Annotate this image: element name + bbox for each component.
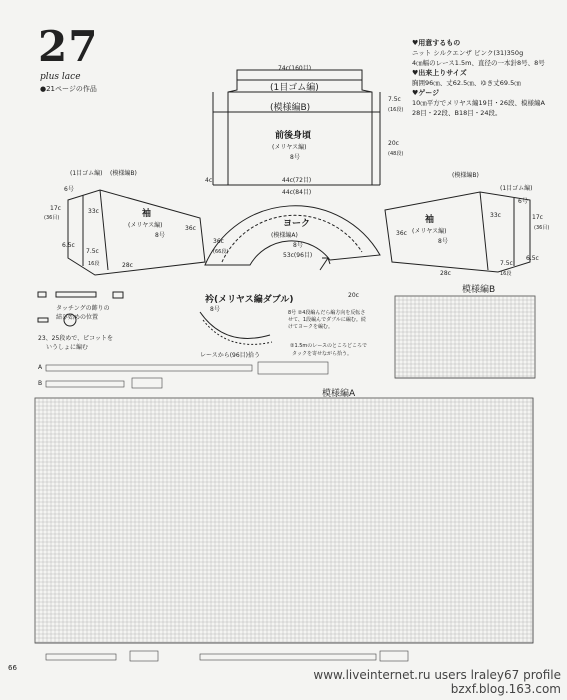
body-rows-2: (48段) — [388, 151, 404, 157]
body-bottom-width: 44c(72目) — [282, 177, 312, 184]
right-sleeve-pattern: (模様編B) — [452, 172, 479, 179]
materials-heading: ♥用意するもの — [412, 39, 461, 47]
yoke-outer-width: 53c(96目) — [283, 252, 313, 259]
collar-needle: 8号 — [210, 306, 220, 313]
body-subtitle: (メリヤス編) — [272, 144, 307, 151]
strip-bottom-1 — [46, 654, 116, 660]
right-sleeve-len2: 7.5c — [500, 260, 513, 267]
yoke-subtitle: (模様編A) — [271, 232, 298, 239]
chart-b-grid — [395, 296, 535, 378]
left-sleeve-rows: (36目) — [44, 215, 60, 221]
strip-a-top — [46, 365, 252, 371]
body-top-width: 74c(160目) — [278, 65, 312, 72]
yoke-dir-length: 20c — [348, 292, 359, 299]
right-sleeve-rib: (1目ゴム編) — [500, 185, 533, 192]
collar-note-2: ②1.5mのレースのところどころで — [290, 343, 368, 349]
left-sleeve-len2: 7.5c — [86, 248, 99, 255]
legend-line-1: タッチングの飾りの — [56, 305, 110, 312]
strip-b-label: B — [38, 380, 43, 387]
reference-label: ●21ページの作品 — [40, 85, 97, 93]
left-sleeve-w3: 36c — [185, 225, 196, 232]
right-sleeve-rows: (36目) — [534, 225, 550, 231]
collar-note-3: タックを寄せながら拾う。 — [292, 351, 353, 357]
left-sleeve-cuff: 6号 — [64, 186, 74, 193]
page-footer-number: 66 — [8, 664, 17, 672]
body-side-length: 20c — [388, 140, 399, 147]
strip-a-label: A — [38, 364, 43, 371]
size-text: 胸囲96㎝、丈62.5㎝、ゆき丈69.5㎝ — [412, 79, 521, 87]
materials-needles: 4㎝幅のレース1.5m、直径の一本針8号、8号 — [412, 59, 545, 67]
collar-note-1: 8号 ②4段編んだら編方向を反転させて、1段編んでダブルに編む。続けてヨークを編む。 — [288, 310, 366, 330]
watermark-line-2: bzxf.blog.163.com — [450, 682, 561, 696]
strip-b-top — [46, 381, 124, 387]
collar-title: 衿(メリヤス編ダブル) — [205, 295, 294, 305]
gauge-text-2: 28目・22段、B18目・24段。 — [412, 109, 502, 117]
left-sleeve-pattern: (模様編B) — [110, 170, 137, 177]
size-heading: ♥出来上りサイズ — [412, 69, 467, 77]
chart-b-title: 模様編B — [462, 285, 496, 295]
body-rib-label: (1目ゴム編) — [270, 83, 319, 93]
gauge-heading: ♥ゲージ — [412, 89, 440, 97]
yoke-title: ヨーク — [283, 219, 311, 229]
right-sleeve-subtitle: (メリヤス編) — [412, 228, 447, 235]
right-sleeve-needle: 8号 — [438, 238, 448, 245]
yoke-side: 36c — [213, 238, 224, 245]
body-pattern-label: (模様編B) — [270, 103, 311, 113]
watermark-line-1: www.liveinternet.ru users lraley67 profile — [313, 668, 561, 682]
body-side-small: 4c — [205, 177, 213, 184]
body-side-rib: 7.5c — [388, 96, 401, 103]
right-sleeve-w1: 17c — [532, 214, 543, 221]
chart-a-title: 模様編A — [322, 389, 356, 399]
left-sleeve-rib: (1目ゴム編) — [70, 170, 103, 177]
right-sleeve-w2: 33c — [490, 212, 501, 219]
right-sleeve-len1: 6.5c — [526, 255, 539, 262]
page-number-title: 27 — [38, 22, 99, 71]
left-sleeve-needle: 8号 — [155, 232, 165, 239]
watermark-footer — [313, 668, 561, 696]
right-sleeve-len3: 16段 — [500, 271, 512, 277]
collar-lace — [200, 312, 270, 338]
chart-a-grid — [35, 398, 533, 643]
yoke-rows: (66段) — [213, 249, 229, 255]
left-sleeve-len1: 6.5c — [62, 242, 75, 249]
body-rows-1: (16段) — [388, 107, 404, 113]
left-sleeve-len4: 28c — [122, 262, 133, 269]
legend-line-3: 23、25段めで、ピコットを — [38, 335, 114, 342]
body-needle: 8号 — [290, 154, 300, 161]
left-sleeve-len3: 16段 — [88, 261, 100, 267]
right-sleeve-w3: 36c — [396, 230, 407, 237]
right-sleeve-len4: 28c — [440, 270, 451, 277]
right-sleeve-cuff: 6号 — [518, 198, 528, 205]
legend-line-2: 結び始めの位置 — [56, 314, 99, 321]
left-sleeve-subtitle: (メリヤス編) — [128, 222, 163, 229]
left-sleeve-title: 袖 — [142, 209, 152, 219]
left-sleeve-w2: 33c — [88, 208, 99, 215]
left-sleeve-w1: 17c — [50, 205, 61, 212]
series-label: plus lace — [40, 72, 81, 82]
yoke-needle: 8号 — [293, 242, 303, 249]
collar-lace-from: レースから(96目)拾う — [200, 352, 261, 359]
body-title: 前後身頃 — [275, 131, 312, 141]
right-sleeve-title: 袖 — [425, 215, 435, 225]
gauge-text-1: 10㎝平方でメリヤス編19目・26段、模様編A — [412, 99, 545, 107]
body-bottom-width-2: 44c(84目) — [282, 189, 312, 196]
legend-line-4: いうしょに編む — [46, 344, 89, 351]
materials-yarn: ニット シルクエンザ ピンク(31)350g — [412, 49, 524, 57]
